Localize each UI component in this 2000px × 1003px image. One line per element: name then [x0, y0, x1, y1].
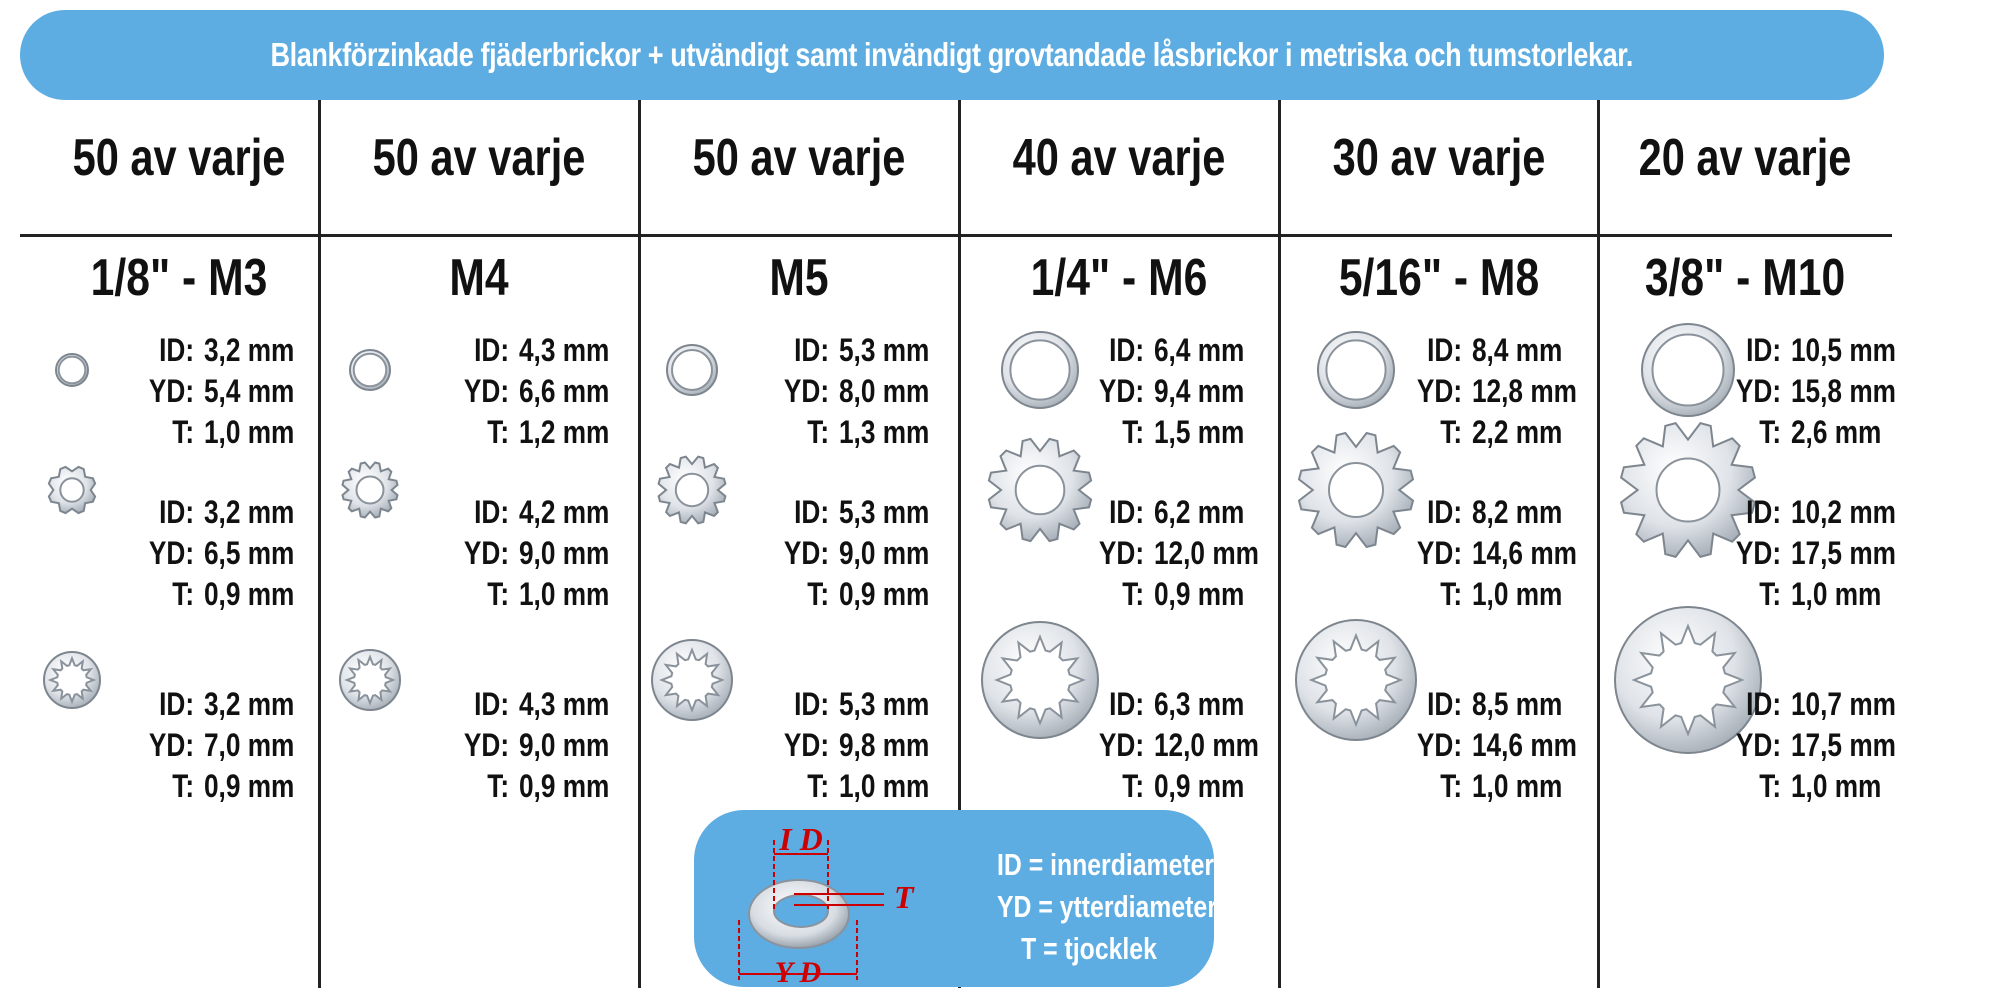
spring-washer-icon [1313, 327, 1399, 413]
spec-label-yd: YD: [1735, 727, 1782, 763]
spec-row-t [775, 412, 929, 453]
spec-block [775, 330, 929, 453]
spec-row-yd [140, 725, 294, 766]
spec-label-t: T: [1122, 414, 1145, 450]
spec-label-t: T: [1440, 768, 1463, 804]
spec-value-t: 0,9 mm [1153, 576, 1245, 612]
spec-label-yd: YD: [1416, 727, 1463, 763]
spec-label-t: T: [172, 576, 195, 612]
spec-value-t: 1,0 mm [203, 414, 295, 450]
spec-row-yd [1090, 371, 1244, 412]
spec-label-id: ID: [794, 686, 830, 722]
spec-row-yd [775, 725, 929, 766]
spec-value-id: 4,3 mm [518, 686, 610, 722]
spec-row-t [775, 574, 929, 615]
spec-label-yd: YD: [1416, 373, 1463, 409]
spec-value-yd: 9,8 mm [838, 727, 930, 763]
spec-value-id: 10,5 mm [1790, 332, 1896, 368]
spec-value-id: 8,5 mm [1471, 686, 1563, 722]
spec-row-t [455, 574, 609, 615]
size-label: 3/8" - M10 [1644, 249, 1846, 307]
spec-row-id [1727, 492, 1896, 533]
external-tooth-washer-icon [337, 457, 403, 523]
spec-row-yd [1090, 725, 1259, 766]
spec-value-t: 1,5 mm [1153, 414, 1245, 450]
spec-block [455, 330, 609, 453]
spec-row-id [140, 492, 294, 533]
spec-value-yd: 12,0 mm [1153, 727, 1259, 763]
size-label: M4 [449, 249, 509, 307]
spec-label-t: T: [487, 576, 510, 612]
spec-block [140, 330, 294, 453]
spec-block [1408, 684, 1577, 807]
external-tooth-washer-icon [983, 433, 1097, 547]
spec-block [455, 684, 609, 807]
spec-label-t: T: [1759, 576, 1782, 612]
spec-row-id [140, 684, 294, 725]
spec-value-yd: 17,5 mm [1790, 727, 1896, 763]
spring-washer-icon [662, 340, 722, 400]
spec-row-id [1090, 492, 1259, 533]
column-divider [318, 100, 321, 988]
spec-row-id [775, 330, 929, 371]
spec-row-t [140, 412, 294, 453]
spec-row-id [455, 684, 609, 725]
spec-value-t: 1,0 mm [518, 576, 610, 612]
spec-value-yd: 9,0 mm [518, 535, 610, 571]
spec-value-id: 10,7 mm [1790, 686, 1896, 722]
spec-value-t: 2,2 mm [1471, 414, 1563, 450]
spec-value-id: 6,3 mm [1153, 686, 1245, 722]
internal-tooth-washer-icon [977, 617, 1103, 743]
spec-label-yd: YD: [148, 373, 195, 409]
quantity-label: 20 av varje [1638, 129, 1852, 187]
spec-block [1408, 330, 1577, 453]
spec-row-id [455, 330, 609, 371]
spec-row-id [140, 330, 294, 371]
external-tooth-washer-icon [653, 451, 731, 529]
spec-label-id: ID: [1109, 332, 1145, 368]
spec-row-yd [455, 725, 609, 766]
quantity-label: 50 av varje [72, 129, 286, 187]
size-label: M5 [769, 249, 829, 307]
spec-row-yd [1727, 371, 1896, 412]
washer-dimension-diagram [694, 810, 964, 987]
spec-row-t [1408, 766, 1577, 807]
spec-label-id: ID: [1427, 686, 1463, 722]
spec-label-t: T: [487, 414, 510, 450]
spec-label-id: ID: [794, 332, 830, 368]
spec-value-id: 5,3 mm [838, 686, 930, 722]
spec-row-t [140, 766, 294, 807]
spec-row-yd [775, 371, 929, 412]
spec-block [1090, 330, 1244, 453]
spec-label-id: ID: [474, 686, 510, 722]
spec-block [140, 684, 294, 807]
spec-label-t: T: [807, 576, 830, 612]
spec-label-yd: YD: [783, 727, 830, 763]
size-label: 5/16" - M8 [1338, 249, 1540, 307]
spec-row-yd [775, 533, 929, 574]
spec-block [775, 684, 929, 807]
spec-value-id: 4,3 mm [518, 332, 610, 368]
spec-label-yd: YD: [1735, 373, 1782, 409]
spec-label-yd: YD: [783, 373, 830, 409]
spec-row-id [775, 492, 929, 533]
internal-tooth-washer-icon [335, 645, 405, 715]
spec-value-t: 1,0 mm [1790, 576, 1882, 612]
spec-label-yd: YD: [463, 373, 510, 409]
spec-value-id: 10,2 mm [1790, 494, 1896, 530]
spec-label-yd: YD: [1416, 535, 1463, 571]
title-text: Blankförzinkade fjäderbrickor + utvändigt samt invändigt grovtandade låsbrickor i metriska och tumstorlekar. [270, 36, 1634, 73]
spec-block [1727, 684, 1896, 807]
spec-row-id [1408, 684, 1577, 725]
spec-label-id: ID: [1109, 494, 1145, 530]
spec-value-t: 0,9 mm [203, 768, 295, 804]
title-banner [20, 10, 1884, 100]
spec-value-t: 1,0 mm [1790, 768, 1882, 804]
spec-row-id [1727, 684, 1896, 725]
spec-row-yd [140, 533, 294, 574]
spec-row-t [775, 766, 929, 807]
spec-block [1090, 684, 1259, 807]
column-divider [1278, 100, 1281, 988]
spec-value-id: 8,2 mm [1471, 494, 1563, 530]
spec-label-yd: YD: [1098, 727, 1145, 763]
spec-value-t: 1,2 mm [518, 414, 610, 450]
header-divider [20, 234, 1892, 237]
spring-washer-icon [345, 345, 395, 395]
spec-block [1090, 492, 1259, 615]
spec-block [775, 492, 929, 615]
spec-label-id: ID: [159, 332, 195, 368]
size-label: 1/8" - M3 [90, 249, 268, 307]
spec-row-t [140, 574, 294, 615]
spec-row-yd [140, 371, 294, 412]
spec-value-t: 1,0 mm [1471, 768, 1563, 804]
spec-block [1408, 492, 1577, 615]
spec-row-id [455, 492, 609, 533]
spec-value-yd: 12,0 mm [1153, 535, 1259, 571]
spec-value-t: 0,9 mm [838, 576, 930, 612]
spec-value-t: 1,0 mm [1471, 576, 1563, 612]
quantity-label: 50 av varje [372, 129, 586, 187]
spec-row-yd [455, 533, 609, 574]
spec-label-t: T: [807, 768, 830, 804]
spec-label-t: T: [172, 414, 195, 450]
spec-label-t: T: [1122, 576, 1145, 612]
spec-label-t: T: [172, 768, 195, 804]
internal-tooth-washer-icon [647, 635, 737, 725]
spec-label-id: ID: [1746, 332, 1782, 368]
column-divider [1597, 100, 1600, 988]
quantity-label: 40 av varje [1012, 129, 1226, 187]
diagram-id-label: I D [779, 821, 823, 857]
spec-label-yd: YD: [1098, 535, 1145, 571]
spec-row-t [1090, 766, 1259, 807]
spring-washer-icon [1637, 319, 1739, 421]
spec-row-yd [1090, 533, 1259, 574]
spec-row-yd [1408, 725, 1577, 766]
spec-value-yd: 15,8 mm [1790, 373, 1896, 409]
spec-row-t [1727, 766, 1896, 807]
external-tooth-washer-icon [1293, 427, 1419, 553]
spec-value-yd: 8,0 mm [838, 373, 930, 409]
spec-label-id: ID: [474, 494, 510, 530]
spec-value-yd: 14,6 mm [1471, 727, 1577, 763]
spec-value-yd: 5,4 mm [203, 373, 295, 409]
spec-label-yd: YD: [1098, 373, 1145, 409]
spec-value-yd: 14,6 mm [1471, 535, 1577, 571]
spec-label-id: ID: [794, 494, 830, 530]
spec-block [455, 492, 609, 615]
spec-value-id: 5,3 mm [838, 494, 930, 530]
legend-text [974, 844, 1217, 970]
external-tooth-washer-icon [43, 461, 101, 519]
spec-label-yd: YD: [148, 535, 195, 571]
spec-value-id: 3,2 mm [203, 686, 295, 722]
spec-label-id: ID: [159, 686, 195, 722]
column-divider [638, 100, 641, 988]
spec-value-id: 8,4 mm [1471, 332, 1563, 368]
quantity-label: 30 av varje [1332, 129, 1546, 187]
spec-label-t: T: [1122, 768, 1145, 804]
spring-washer-icon [51, 349, 93, 391]
spec-row-yd [1408, 533, 1577, 574]
diagram-t-label: T [894, 879, 914, 915]
spec-row-t [1090, 574, 1259, 615]
spec-row-yd [1727, 725, 1896, 766]
spec-label-id: ID: [1427, 494, 1463, 530]
legend-line-id: ID = innerdiameter [997, 847, 1215, 882]
legend-line-t: T = tjocklek [1021, 931, 1157, 966]
spec-value-yd: 9,0 mm [838, 535, 930, 571]
spec-label-t: T: [487, 768, 510, 804]
spec-label-yd: YD: [783, 535, 830, 571]
spec-label-id: ID: [1746, 686, 1782, 722]
spec-row-id [1090, 684, 1259, 725]
spec-value-yd: 6,6 mm [518, 373, 610, 409]
spec-label-yd: YD: [463, 535, 510, 571]
spec-value-id: 3,2 mm [203, 494, 295, 530]
spec-label-t: T: [1440, 576, 1463, 612]
spec-row-yd [455, 371, 609, 412]
spec-label-t: T: [807, 414, 830, 450]
quantity-label: 50 av varje [692, 129, 906, 187]
spec-label-id: ID: [474, 332, 510, 368]
spec-value-id: 6,4 mm [1153, 332, 1245, 368]
internal-tooth-washer-icon [1291, 615, 1421, 745]
spec-label-id: ID: [1746, 494, 1782, 530]
spec-label-id: ID: [159, 494, 195, 530]
spec-row-t [1408, 574, 1577, 615]
spec-value-t: 0,9 mm [203, 576, 295, 612]
spec-value-t: 1,3 mm [838, 414, 930, 450]
spec-value-yd: 7,0 mm [203, 727, 295, 763]
spec-value-t: 0,9 mm [518, 768, 610, 804]
spec-value-id: 5,3 mm [838, 332, 930, 368]
spec-row-id [775, 684, 929, 725]
spec-value-id: 3,2 mm [203, 332, 295, 368]
spec-label-t: T: [1759, 414, 1782, 450]
size-label: 1/4" - M6 [1030, 249, 1208, 307]
spec-label-id: ID: [1109, 686, 1145, 722]
spec-row-yd [1408, 371, 1577, 412]
spec-value-t: 2,6 mm [1790, 414, 1882, 450]
spec-value-id: 4,2 mm [518, 494, 610, 530]
spec-row-id [1727, 330, 1896, 371]
spec-row-t [1090, 412, 1244, 453]
spec-value-t: 1,0 mm [838, 768, 930, 804]
spec-row-t [1408, 412, 1577, 453]
spec-block [1727, 492, 1896, 615]
spec-value-yd: 6,5 mm [203, 535, 295, 571]
spec-row-id [1408, 330, 1577, 371]
spec-block [140, 492, 294, 615]
spec-label-t: T: [1759, 768, 1782, 804]
internal-tooth-washer-icon [39, 647, 105, 713]
spec-row-yd [1727, 533, 1896, 574]
spec-value-t: 0,9 mm [1153, 768, 1245, 804]
spec-label-yd: YD: [463, 727, 510, 763]
diagram-yd-label: Y D [774, 956, 822, 987]
spec-label-t: T: [1440, 414, 1463, 450]
legend-box [694, 810, 1217, 987]
spec-value-id: 6,2 mm [1153, 494, 1245, 530]
spec-label-yd: YD: [1735, 535, 1782, 571]
legend-line-yd: YD = ytterdiameter [997, 889, 1217, 924]
spec-row-id [1090, 330, 1244, 371]
spec-value-yd: 12,8 mm [1471, 373, 1577, 409]
spec-row-t [455, 766, 609, 807]
spec-label-id: ID: [1427, 332, 1463, 368]
spec-value-yd: 17,5 mm [1790, 535, 1896, 571]
spring-washer-icon [997, 327, 1083, 413]
spec-row-t [455, 412, 609, 453]
spec-label-yd: YD: [148, 727, 195, 763]
spec-row-id [1408, 492, 1577, 533]
spec-value-yd: 9,4 mm [1153, 373, 1245, 409]
spec-value-yd: 9,0 mm [518, 727, 610, 763]
